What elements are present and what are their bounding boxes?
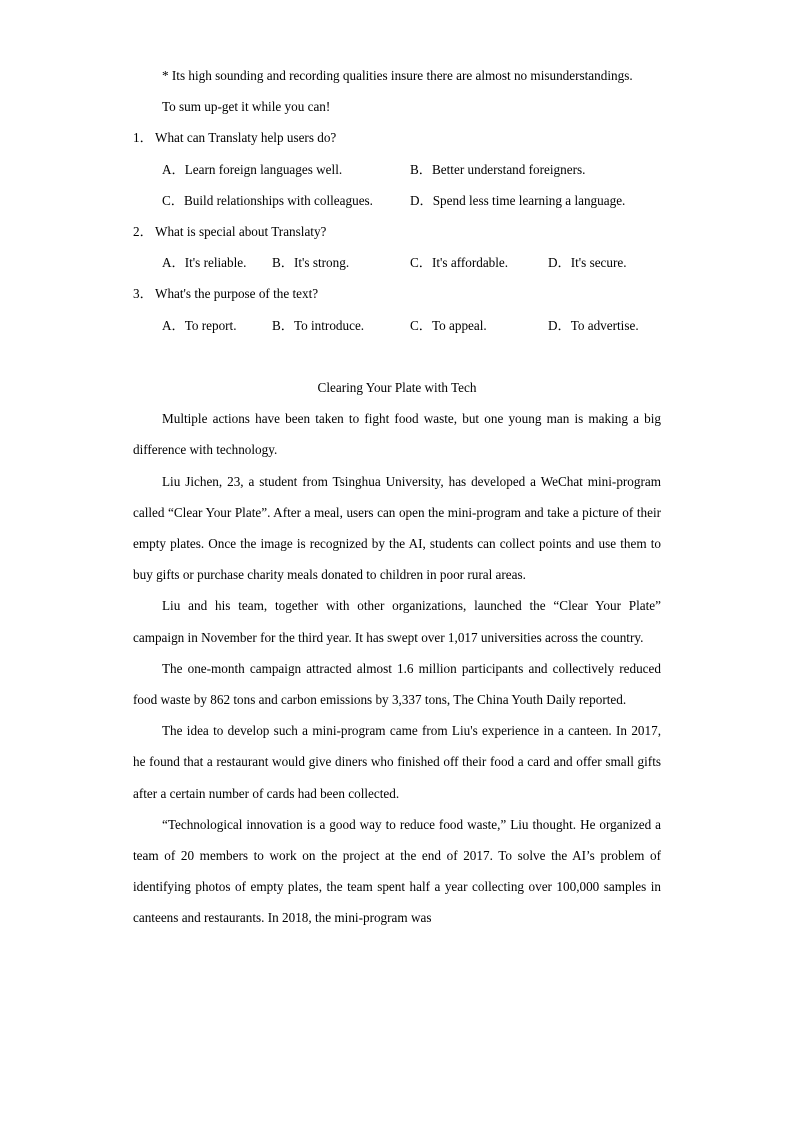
question-2-text: What is special about Translaty?: [155, 223, 327, 239]
question-3-text: What's the purpose of the text?: [155, 286, 319, 302]
question-1-number: 1．: [133, 130, 153, 146]
question-3-options-row: [133, 310, 661, 341]
question-1-options-row-2: [133, 185, 661, 216]
spacer: [133, 341, 661, 372]
question-1-text: What can Translaty help users do?: [155, 130, 337, 146]
question-3-option-d: D．To advertise.: [548, 317, 639, 333]
passage1-line-2: To sum up-get it while you can!: [162, 99, 331, 115]
passage2-paragraph-6: “Technological innovation is a good way to reduce food waste,” Liu thought. He organized a team of 20 members to work on the project at the end of 2017. To solve the AI’s problem of identifying photos of empty plates, the team spent half a year collecting over 100,000 samples in canteens and restaurants. In 2018, the mini-program was: [133, 816, 661, 926]
question-1-option-c: C．Build relationships with colleagues.: [162, 192, 373, 208]
question-3-number: 3．: [133, 286, 153, 302]
question-2-option-a: A．It's reliable.: [162, 255, 247, 271]
question-3-option-a: A．To report.: [162, 317, 237, 333]
question-3-option-b: B．To introduce.: [272, 317, 365, 333]
passage2-paragraph-2: Liu Jichen, 23, a student from Tsinghua University, has developed a WeChat mini-program called “Clear Your Plate”. After a meal, users can open the mini-program and take a picture of their empty plates. Once the image is recognized by the AI, students can collect points and use them to buy gifts or purchase charity meals donated to children in poor rural areas.: [133, 473, 661, 583]
question-2-number: 2．: [133, 223, 153, 239]
passage2-title: Clearing Your Plate with Tech: [317, 379, 477, 395]
question-3: [133, 278, 661, 309]
passage2-paragraph-3: Liu and his team, together with other organizations, launched the “Clear Your Plate” campaign in November for the third year. It has swept over 1,017 universities across the country.: [133, 598, 661, 645]
passage2-paragraph-1: Multiple actions have been taken to fight food waste, but one young man is making a big difference with technology.: [133, 411, 661, 458]
question-1-option-b: B．Better understand foreigners.: [410, 161, 586, 177]
question-1-options-row-1: [133, 154, 661, 185]
passage2-paragraph-4: The one-month campaign attracted almost 1.6 million participants and collectively reduced food waste by 862 tons and carbon emissions by 3,337 tons, The China Youth Daily reported.: [133, 660, 661, 707]
question-2: [133, 216, 661, 247]
question-2-option-c: C．It's affordable.: [410, 255, 509, 271]
question-2-option-b: B．It's strong.: [272, 255, 350, 271]
passage1-line-1: * Its high sounding and recording qualities insure there are almost no misunderstandings.: [162, 68, 633, 83]
question-1: [133, 122, 661, 153]
question-1-option-d: D．Spend less time learning a language.: [410, 192, 626, 208]
document-page: [133, 60, 661, 934]
question-2-options-row: [133, 247, 661, 278]
passage2-paragraph-5: The idea to develop such a mini-program came from Liu's experience in a canteen. In 2017, he found that a restaurant would give diners who finished off their food a card and offer small gifts after a certain number of cards had been collected.: [133, 723, 661, 801]
question-1-option-a: A．Learn foreign languages well.: [162, 161, 343, 177]
question-2-option-d: D．It's secure.: [548, 255, 627, 271]
question-3-option-c: C．To appeal.: [410, 317, 487, 333]
